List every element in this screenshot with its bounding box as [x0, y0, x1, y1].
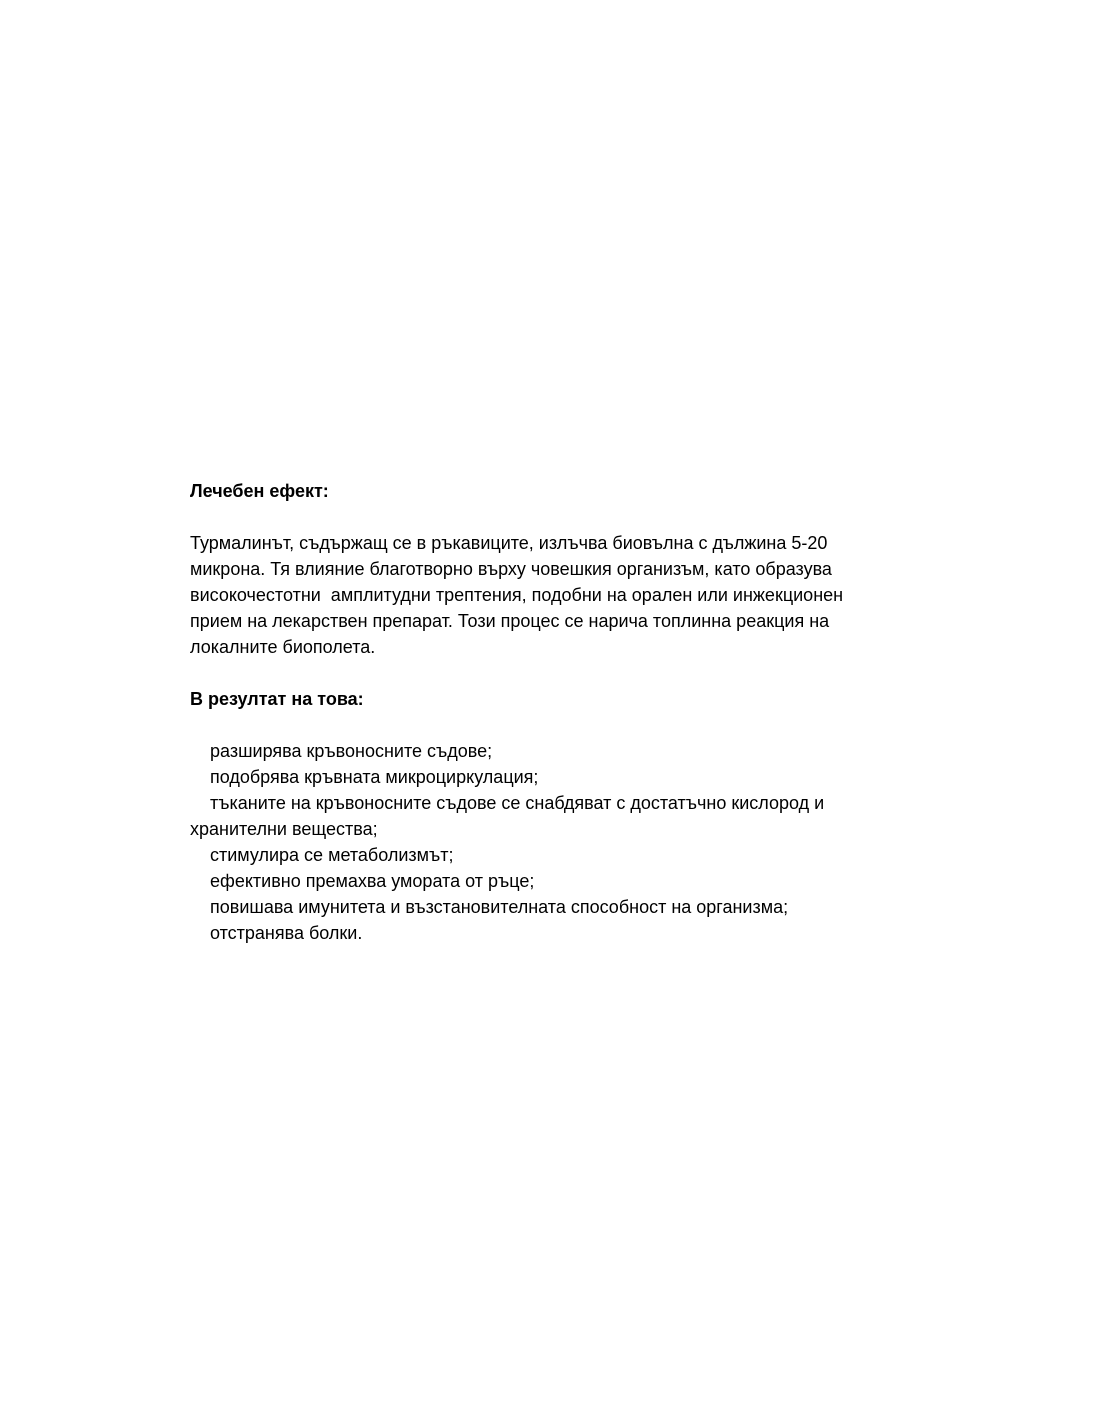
- paragraph-line: микрона. Тя влияние благотворно върху човешкия организъм, като образува: [190, 559, 832, 579]
- paragraph-line: прием на лекарствен препарат. Този процес се нарича топлинна реакция на: [190, 611, 830, 631]
- heading-result: В резултат на това:: [190, 689, 364, 709]
- paragraph-line: високочестотни амплитудни трептения, подобни на орален или инжекционен: [190, 585, 844, 605]
- list-item: разширява кръвоносните съдове;: [210, 741, 493, 761]
- result-list: [190, 738, 910, 946]
- list-item: повишава имунитета и възстановителната способност на организма;: [210, 897, 789, 917]
- paragraph-line: Турмалинът, съдържащ се в ръкавиците, излъчва биовълна с дължина 5-20: [190, 533, 828, 553]
- list-item: стимулира се метаболизмът;: [210, 845, 454, 865]
- paragraph-line: локалните биополета.: [190, 637, 376, 657]
- heading-therapeutic-effect: Лечебен ефект:: [190, 481, 329, 501]
- list-item: ефективно премахва умората от ръце;: [210, 871, 535, 891]
- effect-paragraph: [190, 530, 910, 660]
- document-content: [190, 478, 910, 946]
- list-item: подобрява кръвната микроциркулация;: [210, 767, 539, 787]
- list-item: отстранява болки.: [210, 923, 363, 943]
- list-item-continuation: хранителни вещества;: [190, 819, 378, 839]
- list-item: тъканите на кръвоносните съдове се снабдяват с достатъчно кислород и: [210, 793, 825, 813]
